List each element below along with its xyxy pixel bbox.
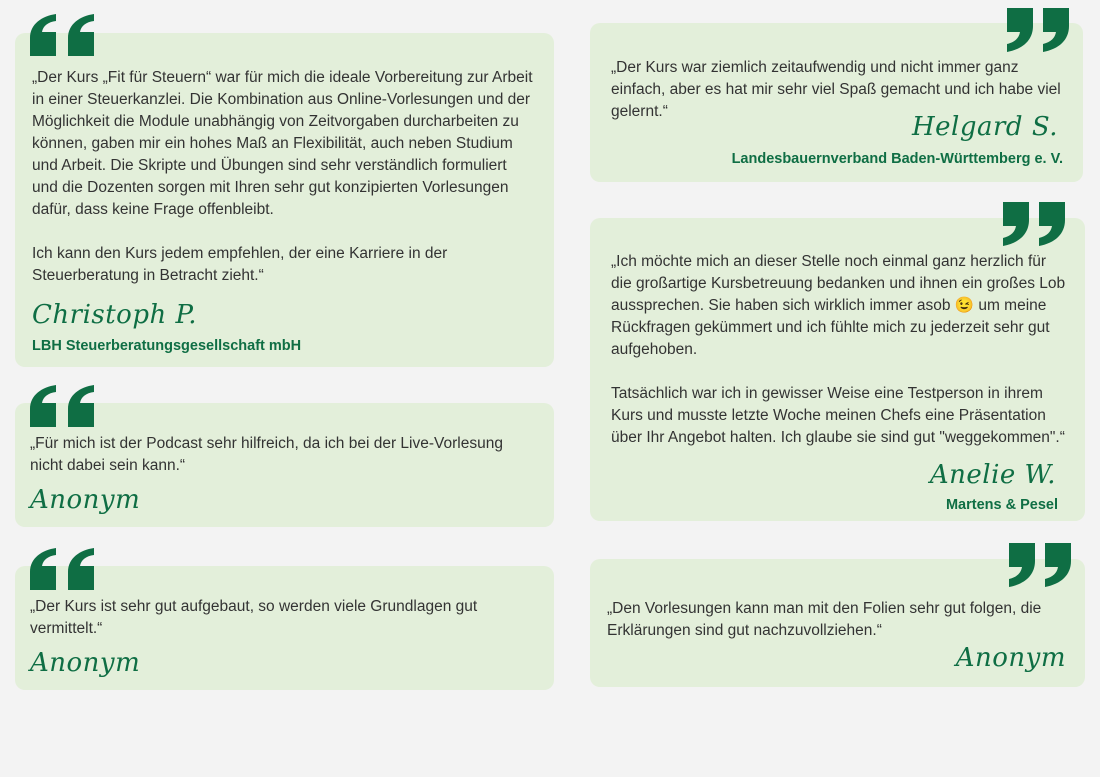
company-name: Martens & Pesel — [945, 497, 1058, 513]
company-name: Landesbauernverband Baden-Württemberg e. V. — [731, 151, 1063, 167]
quote-open-icon — [28, 12, 98, 56]
testimonial-text: „Für mich ist der Podcast sehr hilfreich, da ich bei der Live-Vorlesung nicht dabei sein kann.“ — [30, 435, 503, 474]
testimonial-text: „Der Kurs „Fit für Steuern“ war für mich die ideale Vorbereitung zur Arbeit in einer Steuerkanzlei. Die Kombination aus Online-Vorlesungen und der Möglichkeit die Module unabhängig von Zeitvorgaben durcharbeiten zu können, gaben mir ein hohes Maß an Flexibilität, auch neben Studium und Arbeit. Die Skripte und Übungen sind sehr verständlich formuliert und die Dozenten sorgen mit Ihren sehr gut konzipierten Vorlesungen dafür, dass keine Frage offenbleibt. Ich kann den Kurs jedem empfehlen, der eine Karriere in der Steuerberatung in Betracht zieht.“ — [32, 69, 533, 284]
quote-close-icon — [999, 202, 1069, 246]
quote-close-icon — [1005, 543, 1075, 587]
signature: Anelie W. — [929, 460, 1056, 490]
signature: Anonym — [30, 648, 141, 678]
company-name: LBH Steuerberatungsgesellschaft mbH — [32, 338, 302, 354]
quote-open-icon — [28, 546, 98, 590]
quote-open-icon — [28, 383, 98, 427]
quote-close-icon — [1003, 8, 1073, 52]
signature: Helgard S. — [911, 112, 1058, 142]
testimonial-text: „Den Vorlesungen kann man mit den Folien sehr gut folgen, die Erklärungen sind gut nachzuvollziehen.“ — [607, 600, 1042, 639]
testimonial-text: „Ich möchte mich an dieser Stelle noch einmal ganz herzlich für die großartige Kursbetreuung bedanken und ihnen ein großes Lob aussprechen. Sie haben sich wirklich immer asob 😉 um meine Rückfragen gekümmert und ich fühlte mich zu jederzeit sehr gut aufgehoben. Tatsächlich war ich in gewisser Weise eine Testperson in ihrem Kurs und musste letzte Woche meinen Chefs eine Präsentation über Ihr Angebot halten. Ich glaube sie sind gut "weggekommen".“ — [611, 253, 1066, 446]
testimonial-text: „Der Kurs war ziemlich zeitaufwendig und nicht immer ganz einfach, aber es hat mir sehr viel Spaß gemacht und ich habe viel gelernt.“ — [611, 59, 1061, 120]
signature: Anonym — [30, 485, 141, 515]
signature: Christoph P. — [32, 300, 197, 330]
testimonial-text: „Der Kurs ist sehr gut aufgebaut, so werden viele Grundlagen gut vermittelt.“ — [30, 598, 478, 637]
signature: Anonym — [955, 643, 1066, 673]
